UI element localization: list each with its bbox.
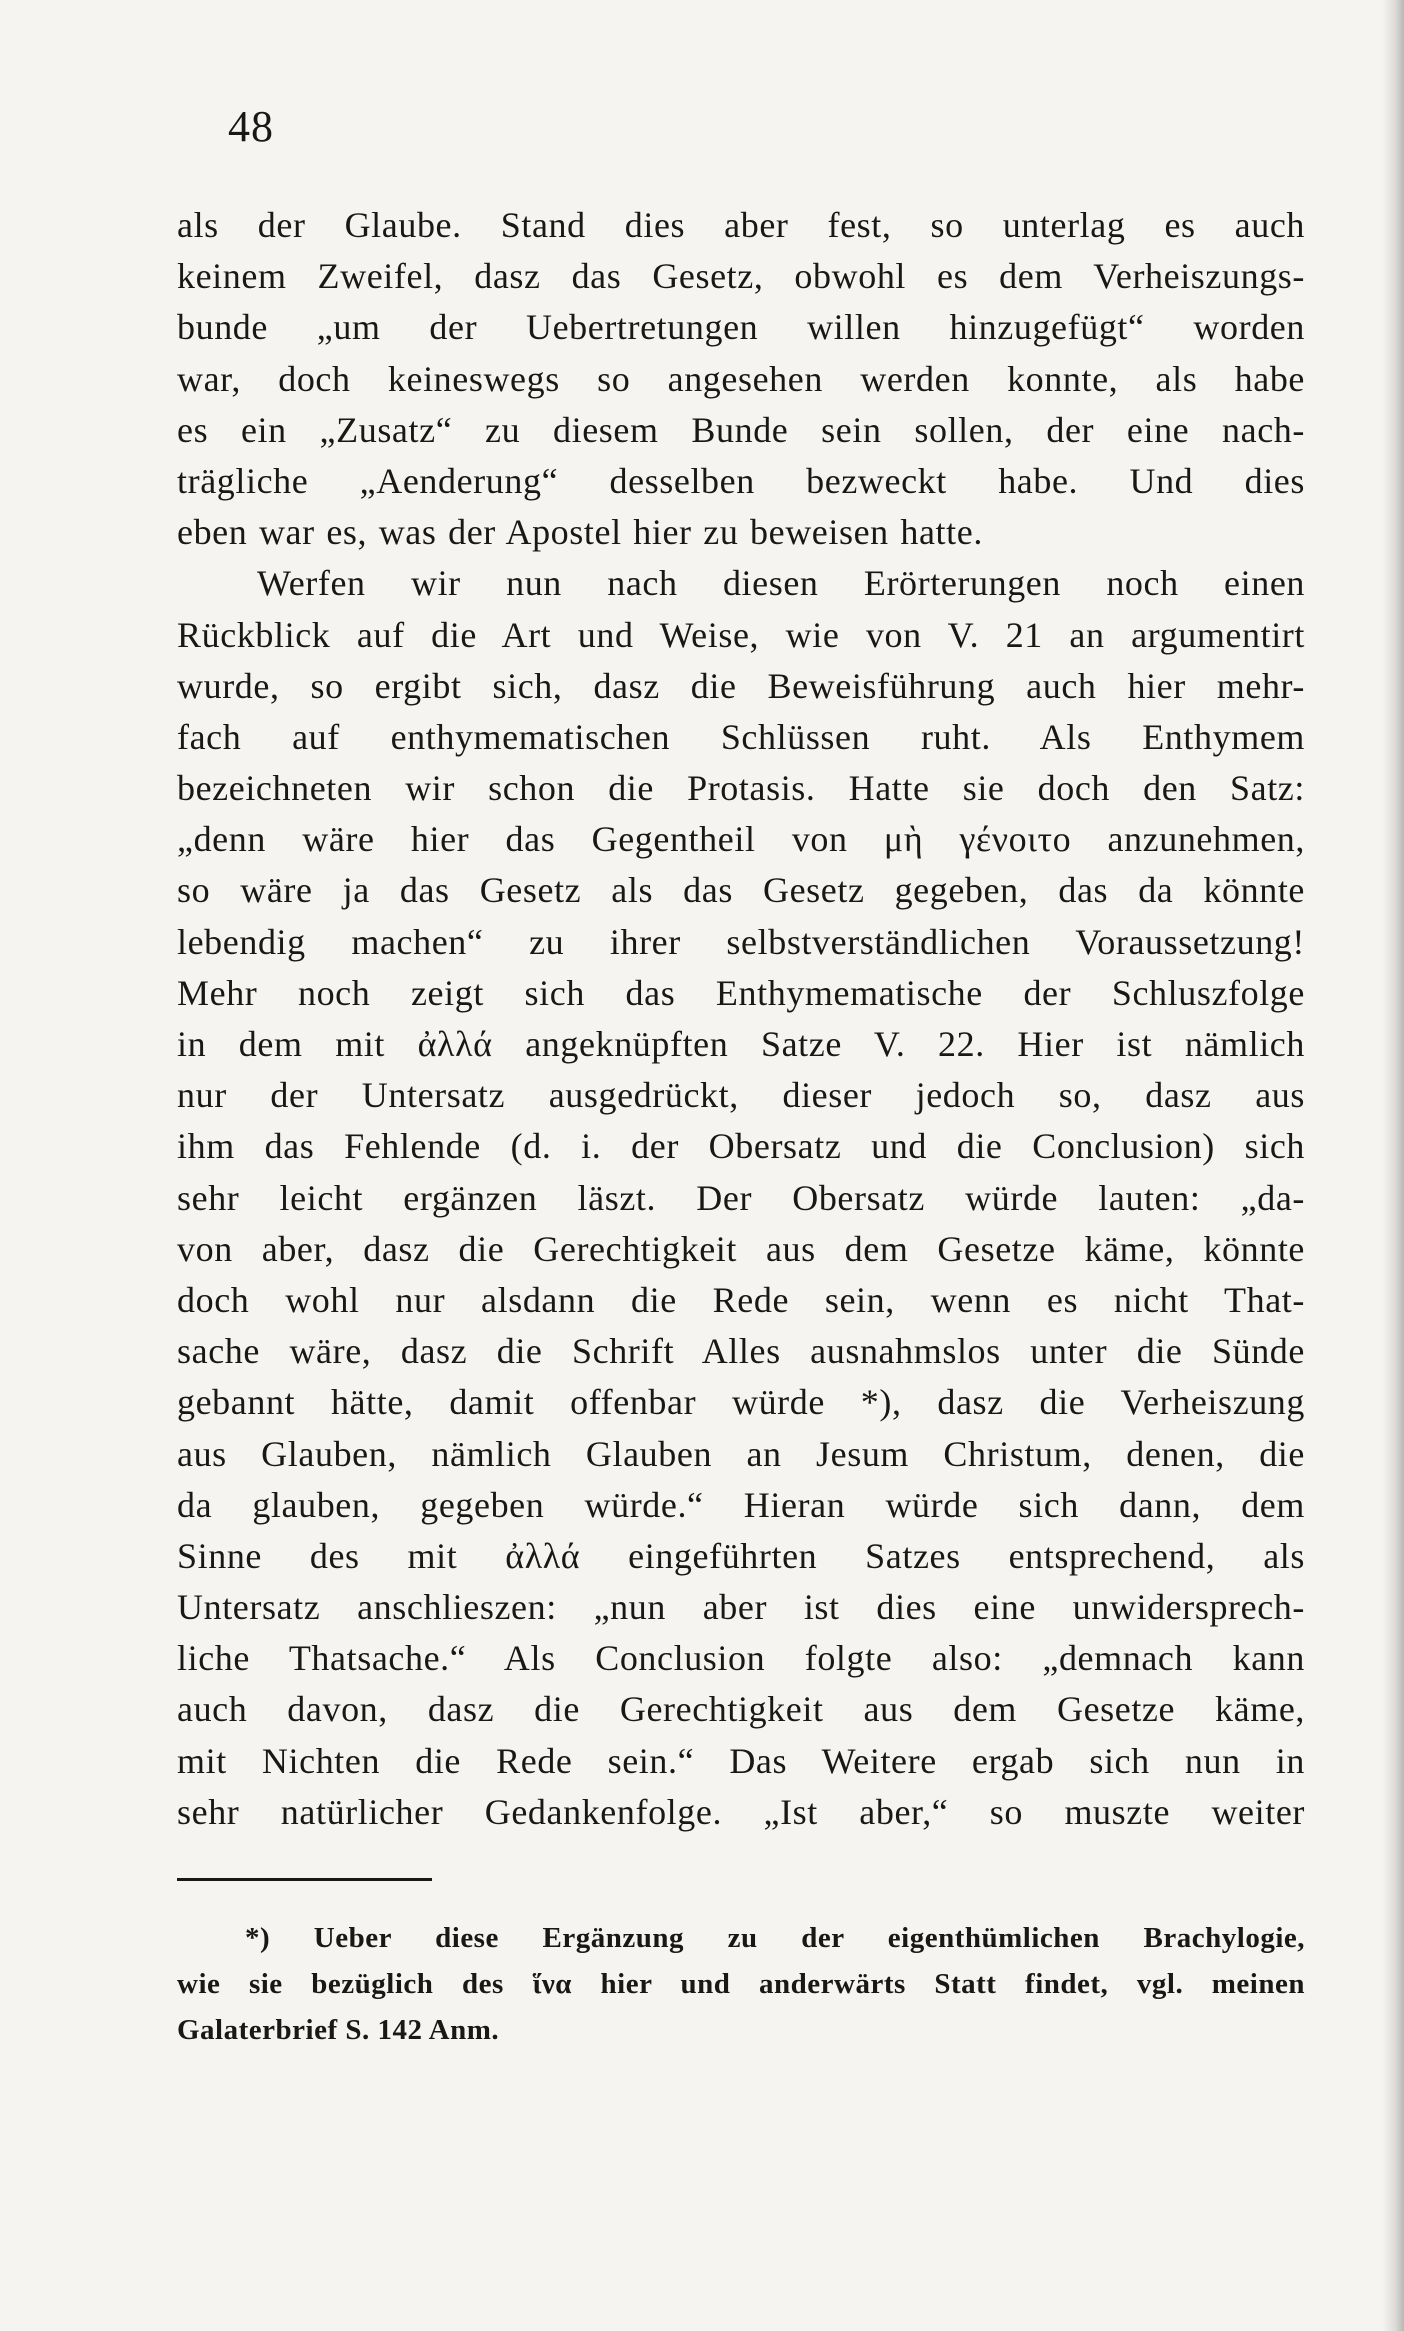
text-line: so wäre ja das Gesetz als das Gesetz gegeben, das da könnte [177,870,1305,911]
text-line: „denn wäre hier das Gegentheil von μὴ γένοιτο anzunehmen, [177,819,1305,860]
text-line: Untersatz anschlieszen: „nun aber ist dies eine unwidersprech- [177,1587,1305,1628]
text-line: Mehr noch zeigt sich das Enthymematische der Schluszfolge [177,972,1305,1013]
footnote-divider [177,1878,432,1881]
footnote-line: Galaterbrief S. 142 Anm. [177,2014,500,2046]
page-edge-shadow [1382,0,1404,2331]
text-line: trägliche „Aenderung“ desselben bezweckt habe. Und dies [177,460,1305,501]
text-line: mit Nichten die Rede sein.“ Das Weitere ergab sich nun in [177,1740,1305,1781]
text-line: fach auf enthymematischen Schlüssen ruht. Als Enthymem [177,716,1305,757]
text-line: bezeichneten wir schon die Protasis. Hatte sie doch den Satz: [177,768,1305,809]
text-line: sache wäre, dasz die Schrift Alles ausnahmslos unter die Sünde [177,1331,1305,1372]
text-line: es ein „Zusatz“ zu diesem Bunde sein sollen, der eine nach- [177,409,1305,450]
text-line: bunde „um der Uebertretungen willen hinzugefügt“ worden [177,307,1305,348]
text-line: sehr natürlicher Gedankenfolge. „Ist aber,“ so muszte weiter [177,1791,1305,1832]
text-line: Sinne des mit ἀλλά eingeführten Satzes entsprechend, als [177,1535,1305,1576]
footnote-line: *) Ueber diese Ergänzung zu der eigenthümlichen Brachylogie, [245,1922,1305,1954]
text-line: Rückblick auf die Art und Weise, wie von V. 21 an argumentirt [177,614,1305,655]
text-line: da glauben, gegeben würde.“ Hieran würde sich dann, dem [177,1484,1305,1525]
main-text [177,200,1305,1838]
text-line: in dem mit ἀλλά angeknüpften Satze V. 22. Hier ist nämlich [177,1024,1305,1064]
text-line: von aber, dasz die Gerechtigkeit aus dem Gesetze käme, könnte [177,1228,1305,1269]
text-line: auch davon, dasz die Gerechtigkeit aus dem Gesetze käme, [177,1689,1305,1730]
text-line: als der Glaube. Stand dies aber fest, so unterlag es auch [177,205,1305,245]
text-line: ihm das Fehlende (d. i. der Obersatz und die Conclusion) sich [177,1126,1305,1167]
text-line: war, doch keineswegs so angesehen werden konnte, als habe [177,358,1305,399]
text-line: aus Glauben, nämlich Glauben an Jesum Christum, denen, die [177,1433,1305,1474]
text-line: eben war es, was der Apostel hier zu beweisen hatte. [177,512,983,553]
text-line: lebendig machen“ zu ihrer selbstverständlichen Voraussetzung! [177,921,1305,962]
text-line: doch wohl nur alsdann die Rede sein, wenn es nicht That- [177,1279,1305,1320]
footnote-line: wie sie bezüglich des ἵνα hier und anderwärts Statt findet, vgl. meinen [177,1968,1305,2000]
text-line: nur der Untersatz ausgedrückt, dieser jedoch so, dasz aus [177,1075,1305,1116]
text-line: sehr leicht ergänzen läszt. Der Obersatz würde lauten: „da- [177,1177,1305,1218]
text-line: wurde, so ergibt sich, dasz die Beweisführung auch hier mehr- [177,665,1305,706]
text-line: gebannt hätte, damit offenbar würde *), dasz die Verheiszung [177,1382,1305,1423]
text-line: Werfen wir nun nach diesen Erörterungen noch einen [257,563,1305,604]
text-line: keinem Zweifel, dasz das Gesetz, obwohl es dem Verheiszungs- [177,256,1305,297]
page-number: 48 [228,102,274,151]
text-line: liche Thatsache.“ Als Conclusion folgte also: „demnach kann [177,1638,1305,1679]
footnote [177,1915,1305,2053]
